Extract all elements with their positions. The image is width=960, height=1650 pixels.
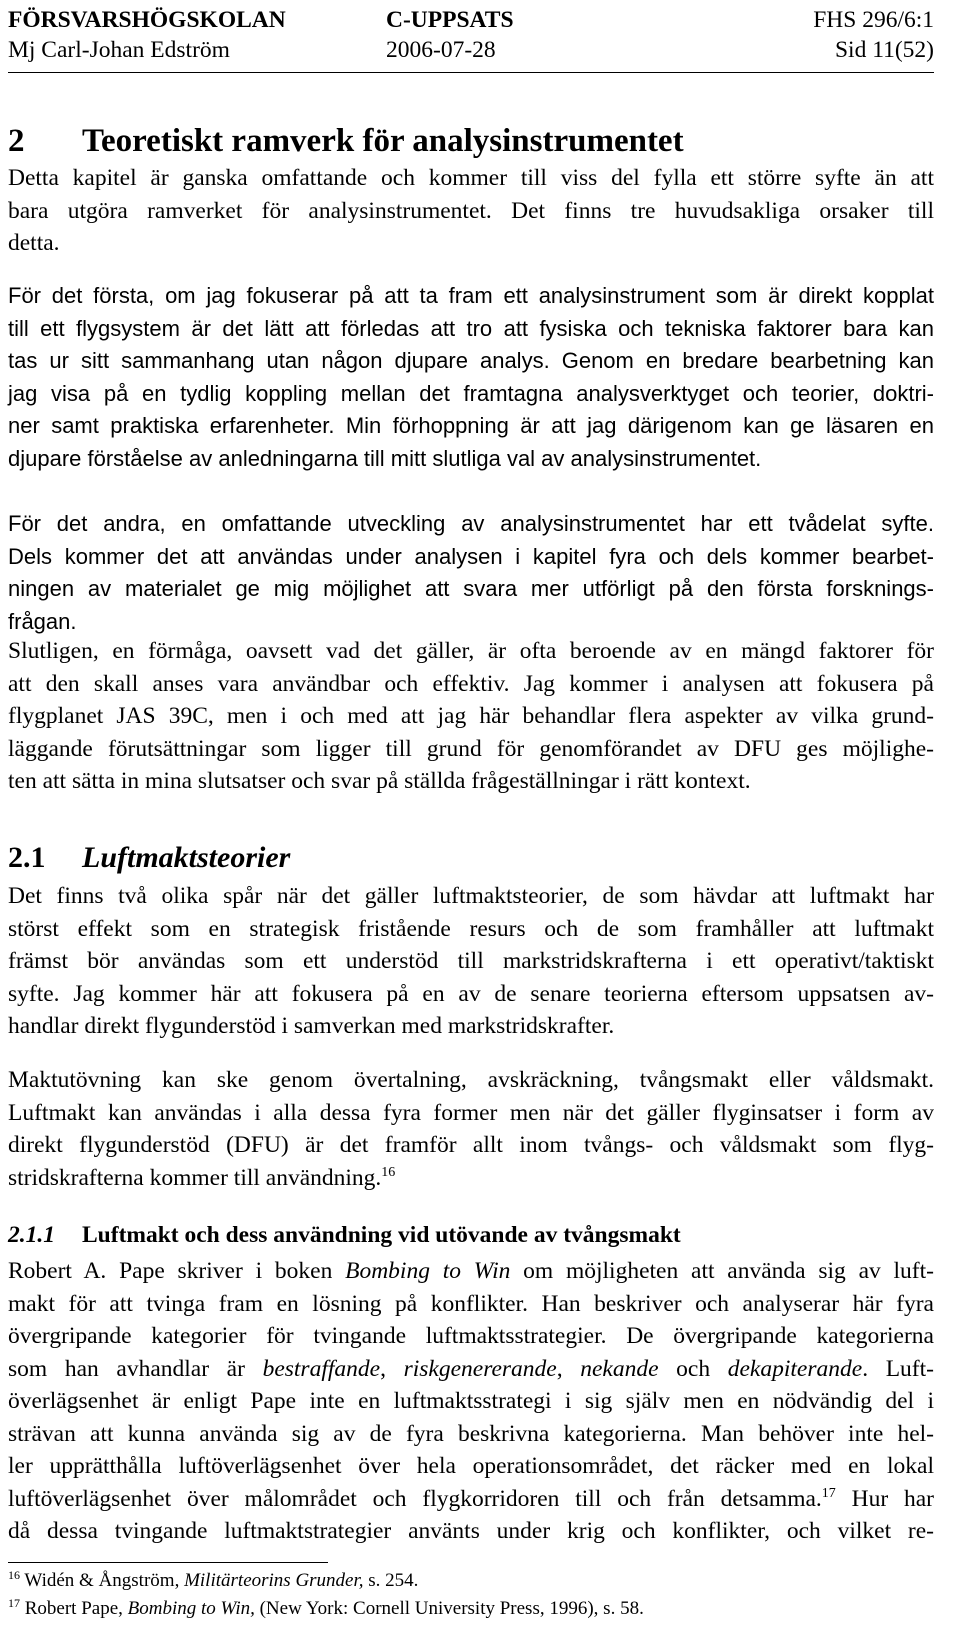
section-number: 2.1 bbox=[8, 841, 46, 874]
text-line: flygplanet JAS 39C, men i och med att jag här behandlar flera aspekter av vilka grund- bbox=[8, 703, 934, 729]
text-line: övergripande kategorier för tvingande luftmaktsstrategier. De övergripande kategorierna bbox=[8, 1323, 934, 1349]
text-line: till ett flygsystem är det lätt att förledas att tro att fysiska och tekniska faktorer bara kan bbox=[8, 315, 934, 341]
paragraph-second-reason bbox=[8, 508, 934, 638]
text-line: För det andra, en omfattande utveckling av analysinstrumentet har ett tvådelat syfte. bbox=[8, 511, 934, 536]
text-span: och bbox=[658, 1355, 728, 1382]
text-line: ner samt praktiska erfarenheter. Min förhoppning är att jag därigenom kan ge läsaren en bbox=[8, 413, 934, 438]
text-line bbox=[8, 1483, 934, 1516]
footnote-ref-17[interactable]: 17 bbox=[821, 1485, 836, 1501]
section-title: Luftmaktsteorier bbox=[82, 841, 291, 874]
text-line: Det finns två olika spår när det gäller luftmaktsteorier, de som hävdar att luftmakt har bbox=[8, 883, 934, 909]
text-span: Robert A. Pape skriver i boken bbox=[8, 1258, 346, 1284]
text-line: detta. bbox=[8, 230, 60, 256]
header-school: FÖRSVARSHÖGSKOLAN bbox=[8, 7, 286, 33]
text-line: överlägsenhet är enligt Pape inte en luftmaktsstrategi i sig själv men en nödvändig del i bbox=[8, 1388, 934, 1414]
text-span: Hur har bbox=[835, 1485, 934, 1512]
text-line: makt för att tvinga fram en lösning på konflikter. Han beskriver och analyserar här fyra bbox=[8, 1290, 934, 1317]
footnote-divider bbox=[8, 1562, 328, 1563]
text-line bbox=[8, 1353, 934, 1386]
header-author: Mj Carl-Johan Edström bbox=[8, 37, 230, 63]
text-span: stridskrafterna kommer till användning. bbox=[8, 1164, 382, 1191]
header-divider bbox=[8, 72, 934, 73]
footnote-work-title: Bombing to Win, bbox=[127, 1598, 255, 1619]
footnote-ref-16[interactable]: 16 bbox=[381, 1164, 396, 1180]
header-date: 2006-07-28 bbox=[386, 37, 496, 63]
term-riskgenererande: riskgenererande bbox=[403, 1355, 557, 1382]
text-line: då dessa tvingande luftmaktstrategier använts under krig och konflikter, och vilket re- bbox=[8, 1518, 934, 1544]
footnote-text: s. 254. bbox=[363, 1570, 419, 1591]
text-line: ningen av materialet ge mig möjlighet att svara mer utförligt på den första forsknings- bbox=[8, 576, 934, 601]
text-line: strävan att kunna använda sig av de fyra beskrivna kategorierna. Man behöver inte hel- bbox=[8, 1420, 934, 1447]
text-line: Slutligen, en förmåga, oavsett vad det gäller, är ofta beroende av en mängd faktorer för bbox=[8, 638, 934, 664]
text-line: tas ur sitt sammanhang utan någon djupare analys. Genom en bredare bearbetning kan bbox=[8, 348, 934, 373]
text-line: ten att sätta in mina slutsatser och svar på ställda frågeställningar i rätt kontext. bbox=[8, 768, 751, 794]
text-line bbox=[8, 1162, 934, 1195]
text-line: ler upprätthålla luftöverlägsenhet över hela operationsområdet, det räcker med en lokal bbox=[8, 1453, 934, 1479]
text-line: direkt flygunderstöd (DFU) är det framför allt inom tvångs- och våldsmakt som flyg- bbox=[8, 1132, 934, 1158]
footnote-number: 17 bbox=[8, 1596, 20, 1610]
text-line: störst effekt som en strategisk fristående resurs och de som framhåller att luftmakt bbox=[8, 915, 934, 942]
text-line: För det första, om jag fokuserar på att ta fram ett analysinstrument som är direkt kopplat bbox=[8, 283, 934, 308]
paragraph-power-exercise bbox=[8, 1064, 934, 1194]
text-line bbox=[8, 1255, 934, 1288]
text-line: Maktutövning kan ske genom övertalning, avskräckning, tvångsmakt eller våldsmakt. bbox=[8, 1067, 934, 1093]
intro-paragraph bbox=[8, 162, 934, 260]
footnote-text: (New York: Cornell University Press, 1996), s. 58. bbox=[254, 1598, 644, 1619]
section-heading bbox=[8, 839, 290, 877]
footnote-text: Robert Pape, bbox=[20, 1598, 128, 1619]
text-span: som han avhandlar är bbox=[8, 1355, 263, 1382]
chapter-title: Teoretiskt ramverk för analysinstrumentet bbox=[82, 123, 684, 159]
chapter-number: 2 bbox=[8, 123, 25, 159]
text-line: läggande förutsättningar som ligger till grund för genomförandet av DFU ges möjlighe- bbox=[8, 735, 934, 762]
header-doc-type: C-UPPSATS bbox=[386, 7, 514, 33]
header-page-number: Sid 11(52) bbox=[834, 37, 934, 63]
text-span: luftöverlägsenhet över målområdet och flygkorridoren till och från detsamma. bbox=[8, 1485, 822, 1512]
text-line: Dels kommer det att användas under analysen i kapitel fyra och dels kommer bearbet- bbox=[8, 543, 934, 569]
header-code: FHS 296/6:1 bbox=[813, 7, 934, 33]
text-line: jag visa på en tydlig koppling mellan det framtagna analysverktyget och teorier, doktri- bbox=[8, 380, 934, 406]
footnote-text: Widén & Ångström, bbox=[20, 1570, 185, 1591]
chapter-heading bbox=[8, 121, 684, 161]
paragraph-airpower-theories bbox=[8, 880, 934, 1043]
subsection-heading bbox=[8, 1220, 681, 1250]
text-line: främst bör användas som ett understöd till markstridskrafterna i ett operativt/taktiskt bbox=[8, 948, 934, 974]
footnote-17 bbox=[8, 1596, 644, 1622]
text-line: Detta kapitel är ganska omfattande och kommer till viss del fylla ett större syfte än att bbox=[8, 165, 934, 191]
text-line: frågan. bbox=[8, 608, 77, 634]
book-title: Bombing to Win bbox=[345, 1258, 511, 1284]
text-line: Luftmakt kan användas i alla dessa fyra former men när det gäller flyginsatser i form av bbox=[8, 1099, 934, 1126]
footnote-16 bbox=[8, 1568, 418, 1594]
subsection-title: Luftmakt och dess användning vid utövande av tvångsmakt bbox=[82, 1222, 681, 1248]
text-span: om möjligheten att använda sig av luft- bbox=[510, 1258, 934, 1284]
footnote-number: 16 bbox=[8, 1568, 20, 1582]
footnote-work-title: Militärteorins Grunder, bbox=[184, 1570, 364, 1591]
text-line: djupare förståelse av anledningarna till mitt slutliga val av analysinstrumentet. bbox=[8, 445, 762, 471]
subsection-number: 2.1.1 bbox=[8, 1222, 55, 1248]
text-span: , bbox=[380, 1355, 404, 1382]
paragraph-final-reason bbox=[8, 635, 934, 798]
paragraph-first-reason bbox=[8, 280, 934, 475]
term-dekapiterande: dekapiterande bbox=[727, 1355, 863, 1382]
text-span: . Luft- bbox=[862, 1355, 934, 1382]
text-line: bara utgöra ramverket för analysinstrumentet. Det finns tre huvudsakliga orsaker till bbox=[8, 197, 934, 224]
text-line: syfte. Jag kommer här att fokusera på en av de senare teorierna eftersom uppsatsen av- bbox=[8, 980, 934, 1007]
text-line: att den skall anses vara användbar och effektiv. Jag kommer i analysen att fokusera på bbox=[8, 670, 934, 697]
term-bestraffande: bestraffande bbox=[262, 1355, 381, 1382]
term-nekande: nekande bbox=[580, 1355, 659, 1382]
text-span: , bbox=[556, 1355, 581, 1382]
paragraph-pape bbox=[8, 1255, 934, 1548]
text-line: handlar direkt flygunderstöd i samverkan med markstridskrafter. bbox=[8, 1013, 615, 1039]
